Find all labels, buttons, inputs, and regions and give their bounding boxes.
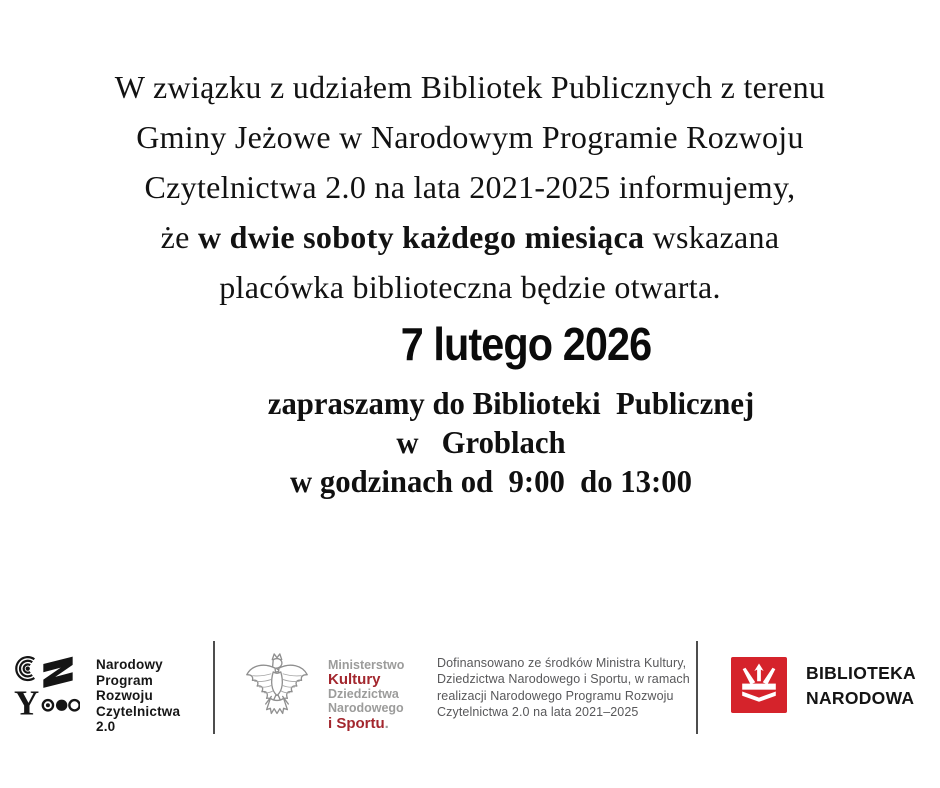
ministry-line: Dziedzictwa [328, 687, 399, 702]
ministry-line [328, 716, 404, 731]
nprc-line: Narodowy [96, 657, 163, 672]
paragraph-line: Czytelnictwa 2.0 na lata 2021-2025 informujemy, [144, 169, 796, 205]
bn-line: BIBLIOTEKA [806, 663, 916, 683]
paragraph-line: W związku z udziałem Bibliotek Publicznych z terenu [114, 69, 826, 105]
paragraph-text: wskazana [644, 219, 780, 255]
funding-line: Czytelnictwa 2.0 na lata 2021–2025 [437, 704, 639, 719]
funding-note [437, 655, 690, 720]
nprc-line: Program [96, 672, 153, 688]
ministry-line: Kultury [328, 671, 381, 689]
crown-book-icon [731, 657, 787, 713]
biblioteka-narodowa-label [806, 661, 916, 711]
funding-line: Dziedzictwa Narodowego i Sportu, w ramach [437, 672, 690, 687]
ministry-red-text: i Sportu [328, 714, 385, 732]
nprc-label [96, 657, 180, 735]
event-date: 7 lutego 2026 [400, 318, 652, 370]
ministry-label [328, 658, 404, 731]
paragraph-line: Gminy Jeżowe w Narodowym Programie Rozwoju [136, 119, 804, 155]
paragraph-line: placówka biblioteczna będzie otwarta. [219, 269, 721, 305]
ministry-line: Narodowego [328, 701, 404, 716]
footer-divider [213, 641, 215, 734]
ministry-line: Ministerstwo [328, 658, 405, 672]
invitation-line: w godzinach od 9:00 do 13:00 [290, 463, 692, 499]
nprc-line: Czytelnictwa [96, 703, 181, 719]
invitation-line: zapraszamy do Biblioteki Publicznej [267, 385, 755, 421]
svg-text:Y: Y [14, 683, 40, 719]
funding-line: realizacji Narodowego Programu Rozwoju [437, 688, 674, 703]
bn-line: NARODOWA [806, 688, 915, 708]
invitation-line: w Groblach [396, 424, 566, 460]
ministry-dot: . [384, 714, 389, 732]
paragraph-bold-text: w dwie soboty każdego miesiąca [197, 219, 645, 255]
footer-divider [696, 641, 698, 734]
nprc-line: 2.0 [96, 719, 116, 734]
funding-line: Dofinansowano ze środków Ministra Kultury, [437, 656, 687, 670]
paragraph-text: że [160, 219, 198, 255]
nprc-line: Rozwoju [96, 688, 153, 703]
polish-eagle-icon [243, 649, 311, 725]
czy-logo-icon [14, 653, 80, 719]
